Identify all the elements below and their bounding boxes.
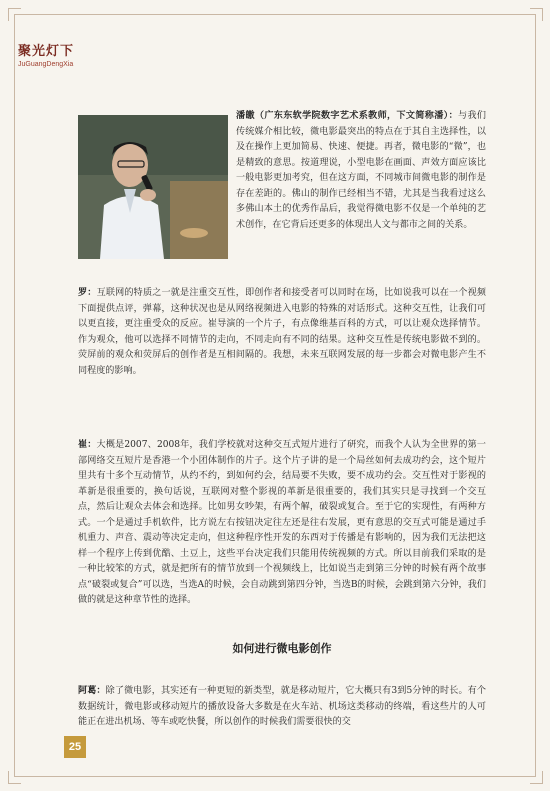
speaker-luo: 罗： [78,287,97,298]
section-heading: 如何进行微电影创作 [232,642,332,655]
masthead-title: 聚光灯下 [18,44,75,59]
paragraph-luo [78,285,486,379]
intro-paragraph [236,108,486,233]
intro-text: 与我们传统媒介相比较，微电影最突出的特点在于其自主选择性，以及在操作上更加简易、快速、便捷。再者，微电影的“微”，也是精致的意思。按道理说，小型电影在画面、声效方面应该比一般电影更加考究，但在这方面，不同城市间微电影的制作是存在差距的。佛山的制作已经相当不错，尤其是当我看过这么多佛山本土的优秀作品后，我觉得微电影不仅是一个单纯的艺术创作，在它背后还更多的体现出人文与都市之间的关系。 [236,111,486,230]
paragraph-cui [78,437,486,609]
corner-mark-bottom-left [8,771,21,784]
text-age: 除了微电影，其实还有一种更短的新类型，就是移动短片，它大概只有3到5分钟的时长。有个数据统计，微电影或移动短片的播放设备大多数是在火车站、机场这类移动的终端，看这些片的人可能正在进出机场、等车或吃快餐，所以创作的时候我们需要很快的交 [78,686,486,727]
frame-bottom-rule [14,776,536,777]
frame-right-rule [535,14,536,777]
corner-mark-top-left [8,8,21,21]
speaker-photo-illustration [78,115,228,259]
corner-mark-top-right [530,8,543,21]
text-luo: 互联网的特质之一就是注重交互性，即创作者和接受者可以同时在场，比如说我可以在一个视频下面提供点评，弹幕，这种状况也是从网络视频进入电影的特殊的对话形式。这种交互性，让我们可以更直接，更注重受众的反应。崔导演的一个片子，有点像维基百科的方式，可以让观众选择情节。作为观众，他可以选择不同情节的走向，不同走向有不同的结果。这种交互性是传统电影做不到的。荧屏前的观众和荧屏后的创作者是互相间隔的。我想，未来互联网发展的每一步都会对微电影产生不同程度的影响。 [78,288,486,376]
text-cui: 大概是2007、2008年，我们学校就对这种交互式短片进行了研究，而我个人认为全世界的第一部网络交互短片是香港一个小团体制作的片子。这个片子讲的是一个局丝如何去成功约会，这个短片里共有十多个互动情节，从约不约，到如何约会，结局要不失败，要不成功约会。交互性对于影视的革新是很重要的，换句话说，互联网对整个影视的革新是很重要的，我们其实只是寻找到一个交互点，然后让观众去体会和选择。比如男女吵架，有两个解，破裂或复合。至于它的实现性，有两种方式。一个是通过手机软件，比方说左右按钮决定往左还是往右发展，更有意思的交互式可能是通过手机重力、声音、震动等决定走向，但这种程序性开发的东西对于传播是有影响的，因为我们无法把这样一个程序上传到优酷、土豆上，这些平台决定我们只能用传统视频的方式。所以目前我们采取的是一种比较笨的方式，就是把所有的情节放到一个视频线上，比如说当走到第三分钟的时候有两个故事点“破裂或复合”可以选，当选A的时候，会自动跳到第四分钟，当选B的时候，会跳到第六分钟，我们做的就是这种章节性的选择。 [78,440,486,605]
speaker-cui: 崔： [78,439,97,450]
masthead-subtitle: JuGuangDengXia [18,61,74,68]
frame-top-rule [14,14,536,15]
corner-mark-bottom-right [530,771,543,784]
frame-left-rule [14,14,15,777]
page-number: 25 [64,736,86,758]
paragraph-age [78,683,486,731]
masthead [18,44,128,69]
speaker-age: 阿葛： [78,685,106,696]
intro-speaker: 潘皦（广东东软学院数字艺术系教师，下文简称潘）： [236,110,459,121]
speaker-photo [78,115,228,259]
